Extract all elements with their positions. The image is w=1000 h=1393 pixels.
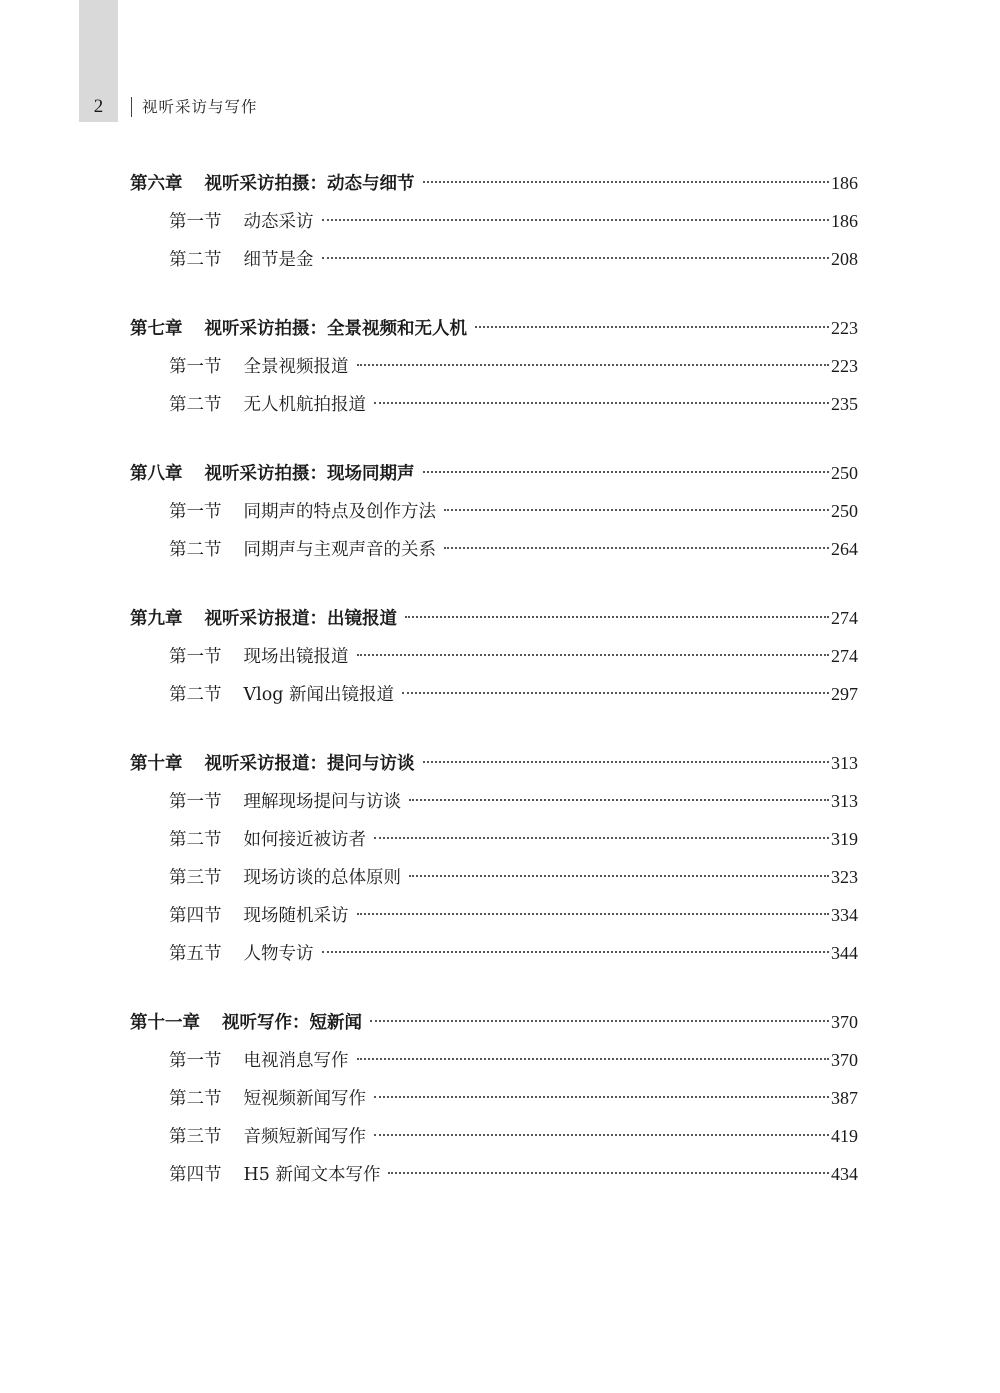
section-label: 第二节 (169, 250, 222, 270)
section-page-number: 313 (831, 791, 858, 811)
dot-leader (388, 1172, 829, 1174)
toc-section-entry[interactable] (169, 898, 858, 932)
chapter-page-number: 186 (831, 173, 858, 193)
section-title: 现场访谈的总体原则 (243, 868, 401, 888)
toc-section-entry[interactable] (169, 349, 858, 383)
toc-section-entry[interactable] (169, 242, 858, 276)
section-label: 第三节 (169, 868, 222, 888)
section-title: 理解现场提问与访谈 (243, 792, 401, 812)
section-label: 第二节 (169, 830, 222, 850)
section-label: 第一节 (169, 357, 222, 377)
toc-chapter-entry[interactable] (130, 311, 858, 345)
section-label: 第三节 (169, 1127, 222, 1147)
section-page-number: 419 (831, 1126, 858, 1146)
section-page-number: 186 (831, 211, 858, 231)
toc-section-entry[interactable] (169, 1119, 858, 1153)
section-label: 第二节 (169, 395, 222, 415)
section-label: 第二节 (169, 685, 222, 705)
dot-leader (322, 951, 830, 953)
toc-section-entry[interactable] (169, 1081, 858, 1115)
toc-section-entry[interactable] (169, 639, 858, 673)
chapter-label: 第六章 (130, 174, 183, 194)
dot-leader (322, 257, 830, 259)
chapter-title: 视听采访报道：出镜报道 (204, 609, 397, 629)
dot-leader (357, 654, 830, 656)
toc-section-entry[interactable] (169, 494, 858, 528)
section-label: 第一节 (169, 1051, 222, 1071)
section-page-number: 323 (831, 867, 858, 887)
section-label: 第一节 (169, 212, 222, 232)
section-page-number: 334 (831, 905, 858, 925)
toc-section-entry[interactable] (169, 532, 858, 566)
chapter-title: 视听采访拍摄：现场同期声 (204, 464, 415, 484)
toc-section-entry[interactable] (169, 1157, 858, 1191)
toc-section-entry[interactable] (169, 204, 858, 238)
section-title: 人物专访 (243, 944, 314, 964)
section-page-number: 370 (831, 1050, 858, 1070)
section-title: 动态采访 (243, 212, 314, 232)
toc-chapter-entry[interactable] (130, 166, 858, 200)
header-divider (131, 97, 132, 117)
chapter-label: 第八章 (130, 464, 183, 484)
section-page-number: 274 (831, 646, 858, 666)
chapter-title: 视听采访拍摄：动态与细节 (204, 174, 415, 194)
section-page-number: 264 (831, 539, 858, 559)
section-label: 第五节 (169, 944, 222, 964)
toc-section-entry[interactable] (169, 822, 858, 856)
dot-leader (374, 837, 829, 839)
chapter-title: 视听采访报道：提问与访谈 (204, 754, 415, 774)
section-title: 无人机航拍报道 (243, 395, 366, 415)
toc-section-entry[interactable] (169, 936, 858, 970)
toc-chapter-entry[interactable] (130, 601, 858, 635)
section-label: 第四节 (169, 906, 222, 926)
section-page-number: 387 (831, 1088, 858, 1108)
section-title: 现场出镜报道 (243, 647, 349, 667)
section-title: 细节是金 (243, 250, 314, 270)
chapter-label: 第十章 (130, 754, 183, 774)
chapter-label: 第十一章 (130, 1013, 200, 1033)
chapter-label: 第九章 (130, 609, 183, 629)
dot-leader (475, 326, 829, 328)
section-title: 同期声的特点及创作方法 (243, 502, 436, 522)
section-title: 音频短新闻写作 (243, 1127, 366, 1147)
dot-leader (322, 219, 830, 221)
dot-leader (405, 616, 829, 618)
section-label: 第一节 (169, 792, 222, 812)
section-label: 第二节 (169, 540, 222, 560)
section-title: 短视频新闻写作 (243, 1089, 366, 1109)
chapter-page-number: 313 (831, 753, 858, 773)
section-label: 第一节 (169, 502, 222, 522)
dot-leader (402, 692, 829, 694)
section-page-number: 223 (831, 356, 858, 376)
section-page-number: 344 (831, 943, 858, 963)
section-page-number: 319 (831, 829, 858, 849)
section-page-number: 250 (831, 501, 858, 521)
chapter-page-number: 223 (831, 318, 858, 338)
dot-leader (423, 471, 830, 473)
dot-leader (409, 875, 829, 877)
dot-leader (357, 1058, 830, 1060)
dot-leader (409, 799, 829, 801)
dot-leader (357, 364, 830, 366)
running-header-book-title: 视听采访与写作 (142, 98, 258, 116)
section-title: 电视消息写作 (243, 1051, 349, 1071)
section-page-number: 235 (831, 394, 858, 414)
chapter-title: 视听写作：短新闻 (222, 1013, 362, 1033)
dot-leader (370, 1020, 829, 1022)
toc-section-entry[interactable] (169, 677, 858, 711)
section-title: 现场随机采访 (243, 906, 349, 926)
section-label: 第二节 (169, 1089, 222, 1109)
section-page-number: 208 (831, 249, 858, 269)
section-label: 第一节 (169, 647, 222, 667)
section-title: 同期声与主观声音的关系 (243, 540, 436, 560)
dot-leader (423, 761, 830, 763)
section-title: 如何接近被访者 (243, 830, 366, 850)
toc-section-entry[interactable] (169, 1043, 858, 1077)
section-page-number: 434 (831, 1164, 858, 1184)
section-label: 第四节 (169, 1165, 222, 1185)
dot-leader (423, 181, 830, 183)
dot-leader (374, 1096, 829, 1098)
dot-leader (374, 1134, 829, 1136)
chapter-page-number: 370 (831, 1012, 858, 1032)
section-title: Vlog 新闻出镜报道 (243, 685, 395, 705)
chapter-title: 视听采访拍摄：全景视频和无人机 (204, 319, 467, 339)
toc-chapter-entry[interactable] (130, 746, 858, 780)
dot-leader (444, 547, 829, 549)
toc-chapter-entry[interactable] (130, 1005, 858, 1039)
chapter-page-number: 274 (831, 608, 858, 628)
dot-leader (444, 509, 829, 511)
section-title: 全景视频报道 (243, 357, 349, 377)
toc-section-entry[interactable] (169, 387, 858, 421)
toc-section-entry[interactable] (169, 784, 858, 818)
toc-section-entry[interactable] (169, 860, 858, 894)
chapter-page-number: 250 (831, 463, 858, 483)
dot-leader (374, 402, 829, 404)
dot-leader (357, 913, 830, 915)
section-title: H5 新闻文本写作 (243, 1165, 381, 1185)
toc-chapter-entry[interactable] (130, 456, 858, 490)
chapter-label: 第七章 (130, 319, 183, 339)
page-number: 2 (93, 96, 104, 117)
section-page-number: 297 (831, 684, 858, 704)
